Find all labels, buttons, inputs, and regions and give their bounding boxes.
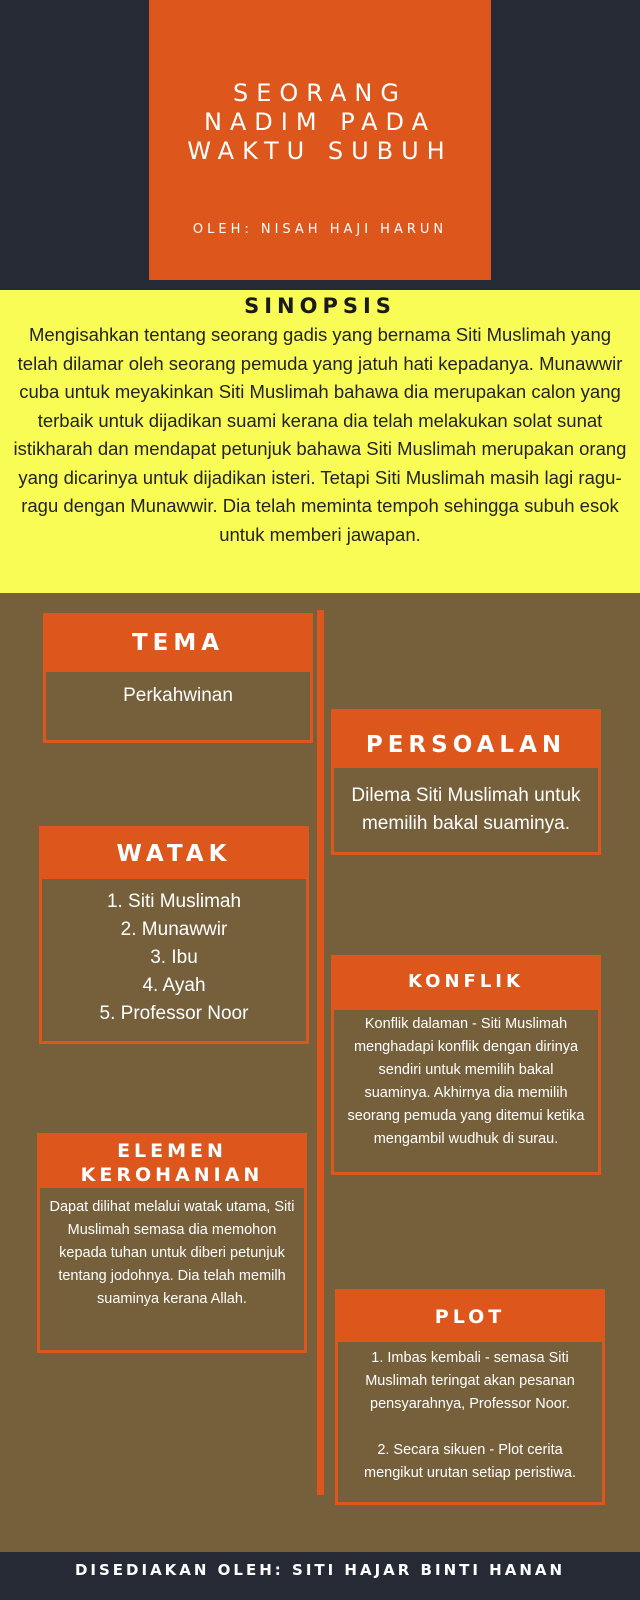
watak-item: 2. Munawwir — [120, 919, 228, 940]
elemen-kerohanian-text: Dapat dilihat melalui watak utama, Siti Muslimah semasa dia memohon kepada tuhan untuk diberi petunjuk tentang jodohnya. Dia telah memilh suaminya kerana Allah. — [49, 1199, 295, 1307]
author-byline: OLEH: NISAH HAJI HARUN — [192, 222, 448, 237]
synopsis-heading: SINOPSIS — [244, 294, 396, 318]
plot-item: 1. Imbas kembali - semasa Siti Muslimah teringat akan pesanan pensyarahnya, Professor Noor. — [365, 1350, 575, 1412]
persoalan-card — [331, 709, 601, 855]
center-divider — [317, 610, 324, 1495]
synopsis-section — [0, 290, 640, 593]
elemen-kerohanian-heading — [40, 1136, 304, 1188]
watak-item: 3. Ibu — [150, 947, 198, 968]
elemen-heading-line-2: KEROHANIAN — [80, 1164, 264, 1186]
konflik-text: Konflik dalaman - Siti Muslimah menghadapi konflik dengan dirinya sendiri untuk memilih bakal suaminya. Akhirnya dia memilih seorang pemuda yang ditemui ketika mengambil wudhuk di surau. — [347, 1016, 585, 1147]
tema-heading: TEMA — [46, 616, 310, 672]
title-box — [149, 0, 491, 280]
watak-card — [39, 826, 309, 1044]
plot-card — [335, 1289, 605, 1505]
title-line-3: WAKTU SUBUH — [187, 137, 453, 165]
watak-item: 5. Professor Noor — [99, 1003, 249, 1024]
konflik-card — [331, 955, 601, 1175]
persoalan-text: Dilema Siti Muslimah untuk memilih bakal suaminya. — [351, 785, 581, 834]
title-line-1: SEORANG — [233, 79, 407, 107]
watak-item: 4. Ayah — [142, 975, 206, 996]
watak-list — [42, 888, 306, 1028]
title-line-2: NADIM PADA — [203, 108, 437, 136]
watak-heading: WATAK — [42, 829, 306, 879]
header-band — [0, 0, 640, 290]
tema-text: Perkahwinan — [123, 685, 233, 706]
plot-item: 2. Secara sikuen - Plot cerita mengikut urutan setiap peristiwa. — [364, 1442, 576, 1481]
tema-card — [43, 613, 313, 743]
synopsis-text: Mengisahkan tentang seorang gadis yang bernama Siti Muslimah yang telah dilamar oleh seorang pemuda yang jatuh hati kepadanya. Munawwir cuba untuk meyakinkan Siti Muslimah bahawa dia merupakan calon yang terbaik untuk dijadikan suami kerana dia telah melakukan solat sunat istikharah dan mendapat petunjuk bahawa Siti Muslimah merupakan orang yang dicarinya untuk dijadikan isteri. Tetapi Siti Muslimah masih lagi ragu-ragu dengan Munawwir. Dia telah meminta tempoh sehingga subuh esok untuk memberi jawapan. — [13, 324, 627, 545]
footer-credit: DISEDIAKAN OLEH: SITI HAJAR BINTI HANAN — [0, 1552, 640, 1600]
plot-list — [346, 1347, 594, 1485]
watak-item: 1. Siti Muslimah — [106, 891, 242, 912]
elemen-kerohanian-card — [37, 1133, 307, 1353]
persoalan-heading: PERSOALAN — [334, 712, 598, 768]
elemen-heading-line-1: ELEMEN — [117, 1140, 227, 1162]
konflik-heading: KONFLIK — [334, 958, 598, 1010]
plot-heading: PLOT — [338, 1292, 602, 1342]
